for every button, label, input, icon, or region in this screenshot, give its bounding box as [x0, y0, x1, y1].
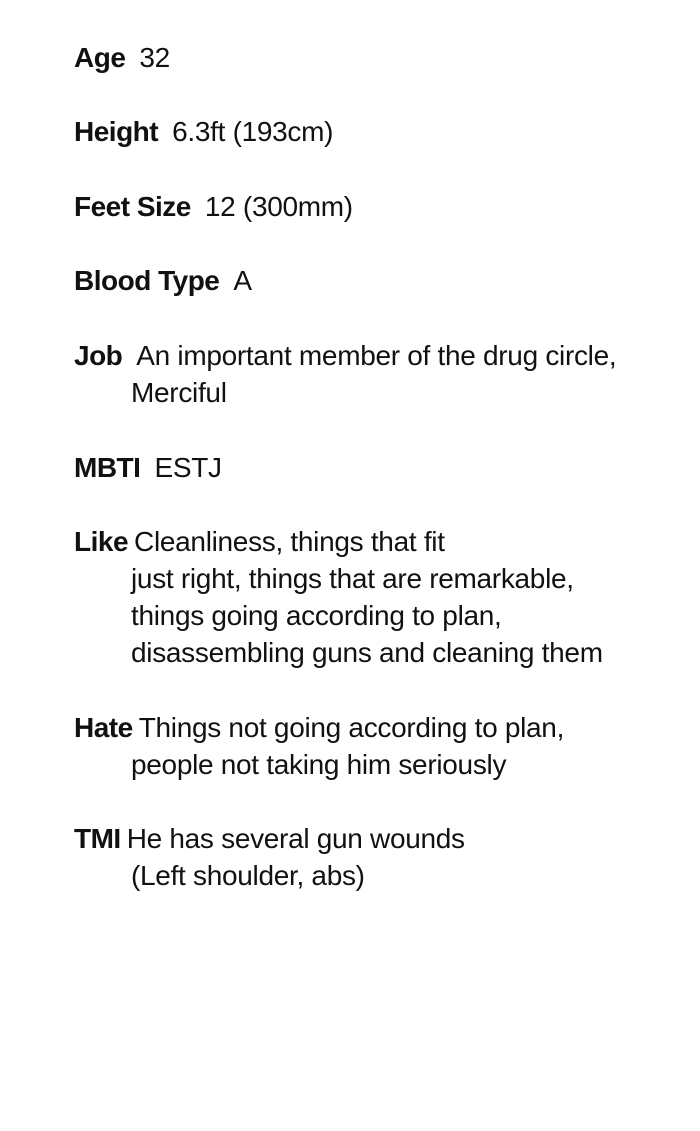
hate-line: people not taking him seriously [131, 749, 507, 780]
feet-size-label: Feet Size [74, 191, 191, 222]
feet-size-value: 12 (300mm) [204, 191, 353, 222]
job-line: An important member of the drug circle, [136, 340, 617, 371]
mbti-label: MBTI [74, 452, 141, 483]
tmi-line: He has several gun wounds [126, 823, 465, 854]
height-value: 6.3ft (193cm) [172, 116, 334, 147]
like-label: Like [74, 526, 129, 557]
blood-type-value: A [233, 265, 252, 296]
hate-line: Things not going according to plan, [138, 712, 565, 743]
like-line: things going according to plan, [131, 600, 502, 631]
profile-blood-type [74, 262, 252, 299]
height-label: Height [74, 116, 159, 147]
profile-age [74, 39, 170, 76]
profile-height [74, 113, 333, 150]
like-line: just right, things that are remarkable, [131, 563, 574, 594]
age-value: 32 [139, 42, 170, 73]
profile-tmi [74, 820, 465, 894]
profile-job [74, 337, 616, 411]
mbti-value: ESTJ [154, 452, 222, 483]
like-line: disassembling guns and cleaning them [131, 637, 603, 668]
job-label: Job [74, 340, 123, 371]
profile-feet-size [74, 188, 353, 225]
tmi-label: TMI [74, 823, 121, 854]
job-line: Merciful [131, 377, 227, 408]
profile-like [74, 523, 603, 671]
tmi-line: (Left shoulder, abs) [131, 860, 365, 891]
age-label: Age [74, 42, 126, 73]
profile-hate [74, 709, 564, 783]
like-line: Cleanliness, things that fit [134, 526, 445, 557]
profile-mbti [74, 449, 222, 486]
hate-label: Hate [74, 712, 133, 743]
blood-type-label: Blood Type [74, 265, 220, 296]
